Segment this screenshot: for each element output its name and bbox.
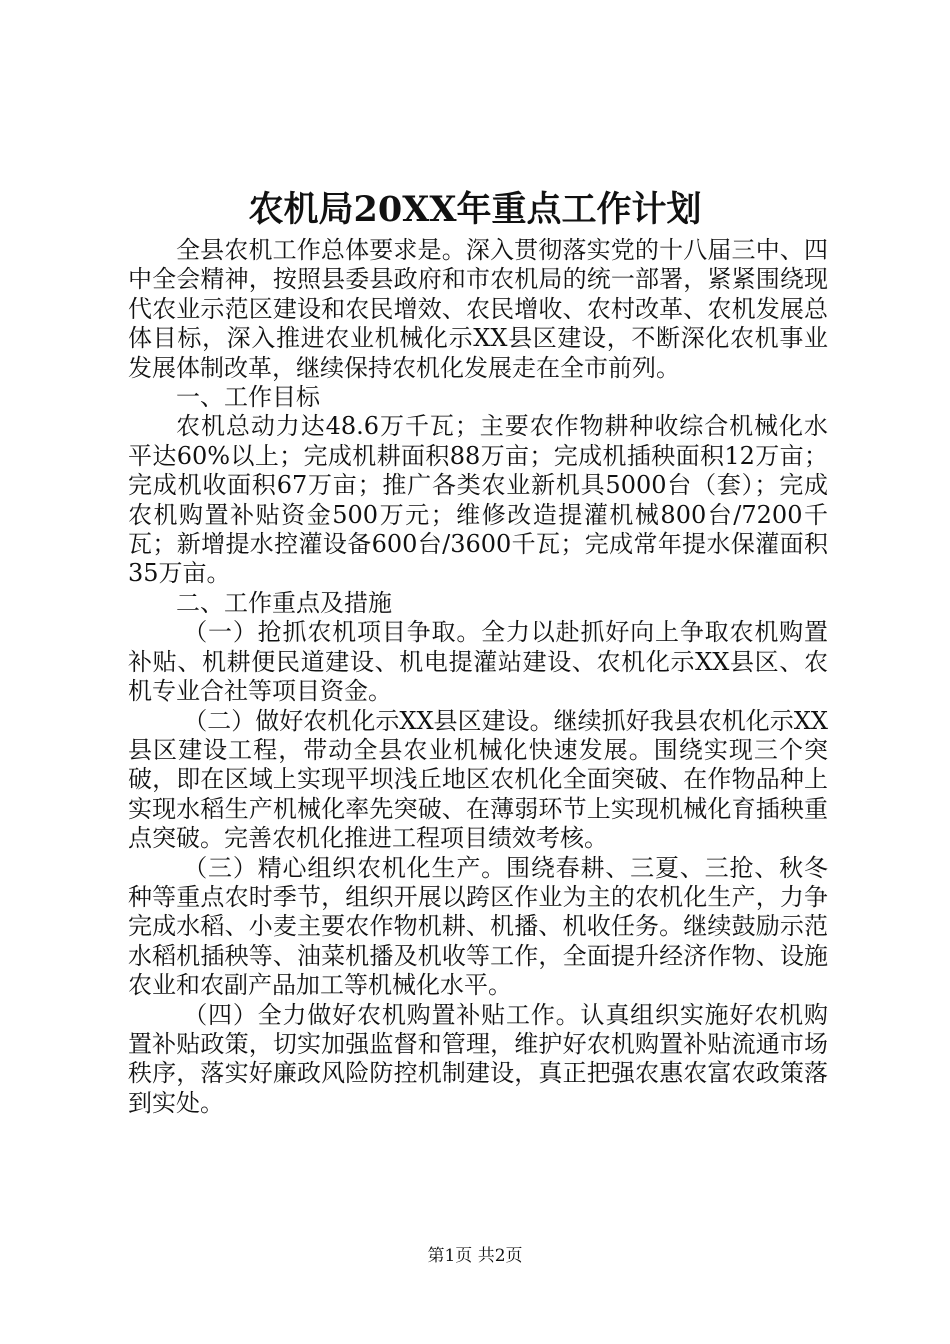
- intro-paragraph: 全县农机工作总体要求是。深入贯彻落实党的十八届三中、四中全会精神，按照县委县政府和市农机局的统一部署，紧紧围绕现代农业示范区建设和农民增效、农民增收、农村改革、农机发展总体目标，深入推进农业机械化示XX县区建设，不断深化农机事业发展体制改革，继续保持农机化发展走在全市前列。: [128, 236, 828, 382]
- measure-paragraph-4: （四）全力做好农机购置补贴工作。认真组织实施好农机购置补贴政策，切实加强监督和管理，维护好农机购置补贴流通市场秩序，落实好廉政风险防控机制建设，真正把强农惠农富农政策落到实处。: [128, 1000, 828, 1117]
- measure-paragraph-3: （三）精心组织农机化生产。围绕春耕、三夏、三抢、秋冬种等重点农时季节，组织开展以跨区作业为主的农机化生产，力争完成水稻、小麦主要农作物机耕、机播、机收任务。继续鼓励示范水稻机插秧等、油菜机播及机收等工作，全面提升经济作物、设施农业和农副产品加工等机械化水平。: [128, 853, 828, 1000]
- section-heading-goals: 一、工作目标: [176, 383, 320, 412]
- measure-paragraph-1: （一）抢抓农机项目争取。全力以赴抓好向上争取农机购置补贴、机耕便民道建设、机电提灌站建设、农机化示XX县区、农机专业合社等项目资金。: [128, 618, 828, 706]
- goals-paragraph: 农机总动力达48.6万千瓦；主要农作物耕种收综合机械化水平达60%以上；完成机耕面积88万亩；完成机插秧面积12万亩；完成机收面积67万亩；推广各类农业新机具5000台（套）；完成农机购置补贴资金500万元；维修改造提灌机械800台/7200千瓦；新增提水控灌设备600台/3600千瓦；完成常年提水保灌面积35万亩。: [128, 412, 828, 588]
- section-heading-measures: 二、工作重点及措施: [176, 588, 392, 617]
- document-body: [128, 236, 828, 1118]
- measure-paragraph-2: （二）做好农机化示XX县区建设。继续抓好我县农机化示XX县区建设工程，带动全县农业机械化快速发展。围绕实现三个突破，即在区域上实现平坝浅丘地区农机化全面突破、在作物品种上实现水稻生产机械化率先突破、在薄弱环节上实现机械化育插秧重点突破。完善农机化推进工程项目绩效考核。: [128, 706, 828, 853]
- document-title: 农机局20XX年重点工作计划: [248, 189, 702, 230]
- page-footer: 第1页 共2页: [427, 1246, 523, 1266]
